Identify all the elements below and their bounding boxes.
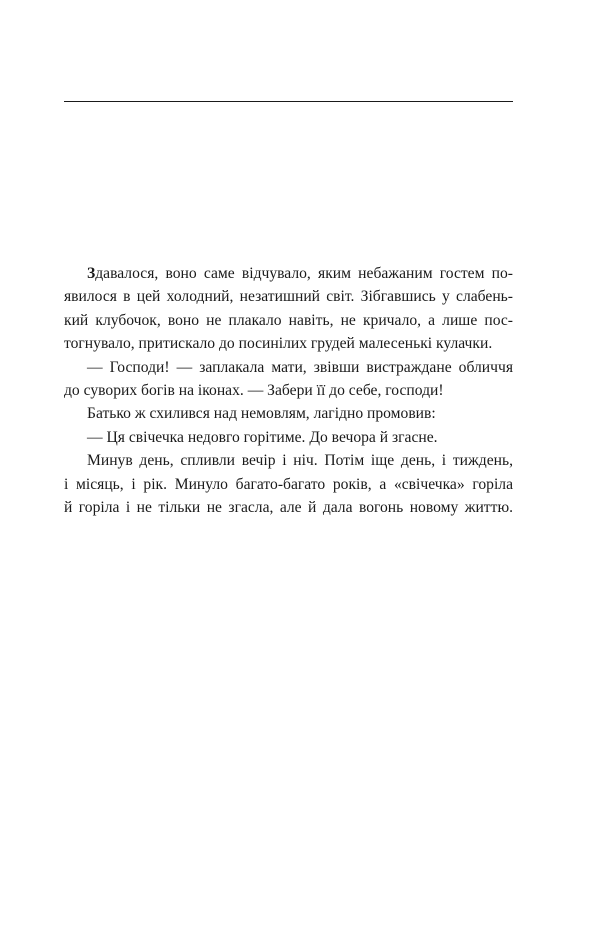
drop-cap: З — [87, 265, 96, 282]
text-line: — Ця свічечка недовго горітиме. До вечора й згасне. — [87, 428, 438, 446]
text-line: Батько ж схилився над немовлям, лагідно промовив: — [87, 405, 436, 423]
text-line: й горіла і не тільки не згасла, але й дала вогонь новому життю. — [64, 498, 513, 516]
body-text — [64, 262, 513, 519]
header-rule — [64, 101, 513, 102]
text-line: до суворих богів на іконах. — Забери її до себе, господи! — [64, 381, 444, 399]
text-line: тогнувало, притискало до посинілих грудей малесенькі кулачки. — [64, 335, 493, 353]
text-line: і місяць, і рік. Минуло багато-багато років, а «свічечка» горіла — [64, 475, 513, 493]
text-line: явилося в цей холодний, незатишний світ. Зібгавшись у слабень- — [64, 288, 513, 306]
line-text: давалося, воно саме відчувало, яким небажаним гостем по- — [95, 265, 513, 282]
text-line: — Господи! — заплакала мати, звівши вистраждане обличчя — [87, 358, 513, 376]
text-line: Минув день, спливли вечір і ніч. Потім іще день, і тиждень, — [87, 452, 513, 470]
text-line — [64, 262, 513, 285]
text-line: кий клубочок, воно не плакало навіть, не кричало, а лише пос- — [64, 311, 513, 329]
